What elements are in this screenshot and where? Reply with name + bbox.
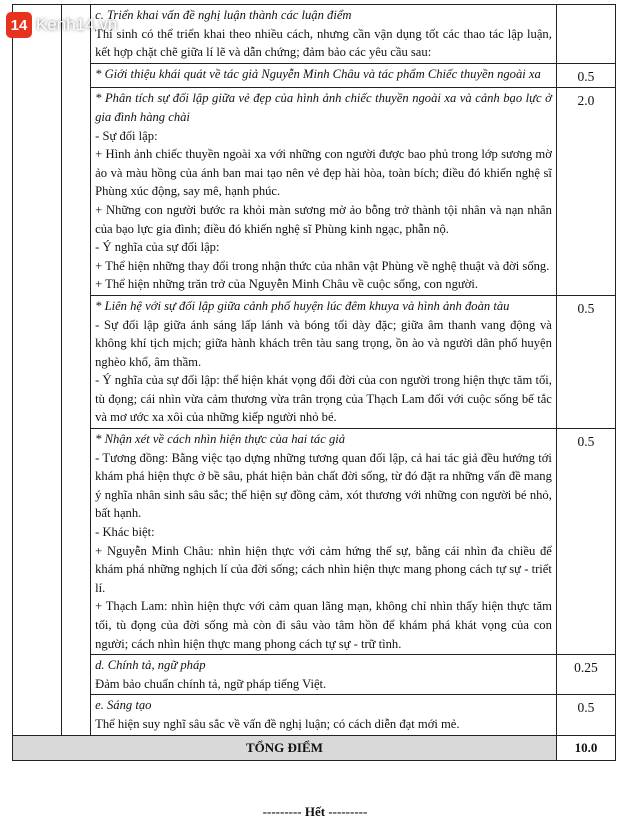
section-heading: * Nhận xét về cách nhìn hiện thực của hai tác giả (95, 432, 346, 447)
section-row (13, 88, 616, 296)
section-heading: * Phân tích sự đối lập giữa vẻ đẹp của hình ảnh chiếc thuyền ngoài xa và cảnh bạo lực ở gia đình hàng chài (95, 91, 552, 124)
section-content (91, 429, 557, 655)
section-line: - Khác biệt: (95, 525, 155, 540)
section-line: Đảm bảo chuẩn chính tả, ngữ pháp tiếng Việt. (95, 676, 327, 691)
section-line: + Hình ảnh chiếc thuyền ngoài xa với những con người được bao phủ trong lớp sương mờ ảo và màu hồng của ánh ban mai tạo nên vẻ đẹp hài hòa, toàn bích; điều đó khiến nghệ sĩ Phùng xúc động, say mê, hạnh phúc. (95, 147, 552, 199)
section-line: Thí sinh có thể triển khai theo nhiều cách, nhưng cần vận dụng tốt các thao tác lập luận, kết hợp chặt chẽ giữa lí lẽ và dẫn chứng; đảm bảo các yêu cầu sau: (95, 26, 552, 60)
section-row (13, 63, 616, 88)
kenh14-badge: 14 (6, 12, 32, 38)
section-score: 2.0 (556, 88, 615, 296)
section-line: - Sự đối lập: (95, 128, 158, 143)
section-content (91, 5, 557, 64)
section-score: 0.25 (556, 655, 615, 695)
section-row (13, 429, 616, 655)
section-content (91, 88, 557, 296)
section-score: 0.5 (556, 295, 615, 428)
section-line: + Những con người bước ra khỏi màn sương mờ ảo bỗng trở thành tội nhân và nạn nhân của bạo lực gia đình; điều đó khiến nghệ sĩ Phùng kinh ngạc, phẫn nộ. (95, 202, 552, 236)
section-content (91, 63, 557, 88)
section-line: + Nguyễn Minh Châu: nhìn hiện thực với cảm hứng thế sự, bằng cái nhìn đa chiều để khám phá những nghịch lí của đời sống; cách nhìn hiện thực mang phong cách tự sự - triết lí. (95, 543, 552, 595)
section-heading: * Giới thiệu khái quát về tác giả Nguyễn Minh Châu và tác phẩm Chiếc thuyền ngoài xa (95, 66, 541, 81)
section-line: Thể hiện suy nghĩ sâu sắc về vấn đề nghị luận; có cách diễn đạt mới mẻ. (95, 716, 460, 731)
total-row (13, 735, 616, 761)
section-heading: d. Chính tả, ngữ pháp (95, 658, 206, 673)
section-heading: c. Triển khai vấn đề nghị luận thành các luận điểm (95, 8, 352, 22)
section-heading: e. Sáng tạo (95, 698, 152, 713)
section-line: - Tương đồng: Bằng việc tạo dựng những tương quan đối lập, cả hai tác giả đều hướng tới khám phá hiện thực ở bề sâu, phát hiện bản chất đời sống, từ đó đặt ra những vấn đề mang ý nghĩa nhân sinh sâu sắc; thể hiện sự đồng cảm, xót thương với những con người bé nhỏ, bất hạnh. (95, 450, 552, 521)
section-content (91, 695, 557, 735)
total-label: TỔNG ĐIỂM (13, 735, 557, 761)
kenh14-site-name: Kenh14.vn (36, 15, 118, 34)
end-marker: --------- Hết --------- (262, 804, 368, 819)
section-line: + Thạch Lam: nhìn hiện thực với cảm quan lãng mạn, không chỉ nhìn thấy hiện thực tăm tối, tù đọng của đời sống mà còn đi sâu vào tâm hồn để khám phá khát vọng của con người; cách nhìn hiện thực mang phong cách tự sự - trữ tình. (95, 599, 552, 651)
section-content (91, 295, 557, 428)
section-line: + Thể hiện những thay đổi trong nhận thức của nhân vật Phùng về nghệ thuật và đời sống. (95, 258, 550, 273)
section-line: - Ý nghĩa của sự đối lập: (95, 240, 220, 255)
section-line: - Ý nghĩa của sự đối lập: thể hiện khát vọng đổi đời của con người trong hiện thực tăm tối, tù đọng; cái nhìn vừa cảm thương vừa trân trọng của Thạch Lam đối với cuộc sống bế tắc và mơ ước xa xôi của những kiếp người nhỏ bé. (95, 373, 552, 425)
scoring-table (12, 4, 616, 761)
kenh14-watermark-logo (6, 12, 117, 38)
empty-column-2 (62, 5, 91, 736)
section-line: - Sự đối lập giữa ánh sáng lấp lánh và bóng tối dày đặc; giữa âm thanh vang động và không khí tịch mịch; giữa hành khách trên tàu sang trọng, ồn ào và người dân phố huyện nghèo khổ, âm thầm. (95, 317, 552, 369)
total-score: 10.0 (556, 735, 615, 761)
section-heading: * Liên hệ với sự đối lập giữa cảnh phố huyện lúc đêm khuya và hình ảnh đoàn tàu (95, 298, 510, 313)
section-score (556, 5, 615, 64)
section-row (13, 695, 616, 735)
section-row (13, 295, 616, 428)
section-line: + Thể hiện những trăn trở của Nguyễn Minh Châu về cuộc sống, con người. (95, 277, 479, 292)
section-row (13, 655, 616, 695)
section-score: 0.5 (556, 429, 615, 655)
empty-column-1 (13, 5, 62, 736)
section-score: 0.5 (556, 695, 615, 735)
section-score: 0.5 (556, 63, 615, 88)
section-content (91, 655, 557, 695)
